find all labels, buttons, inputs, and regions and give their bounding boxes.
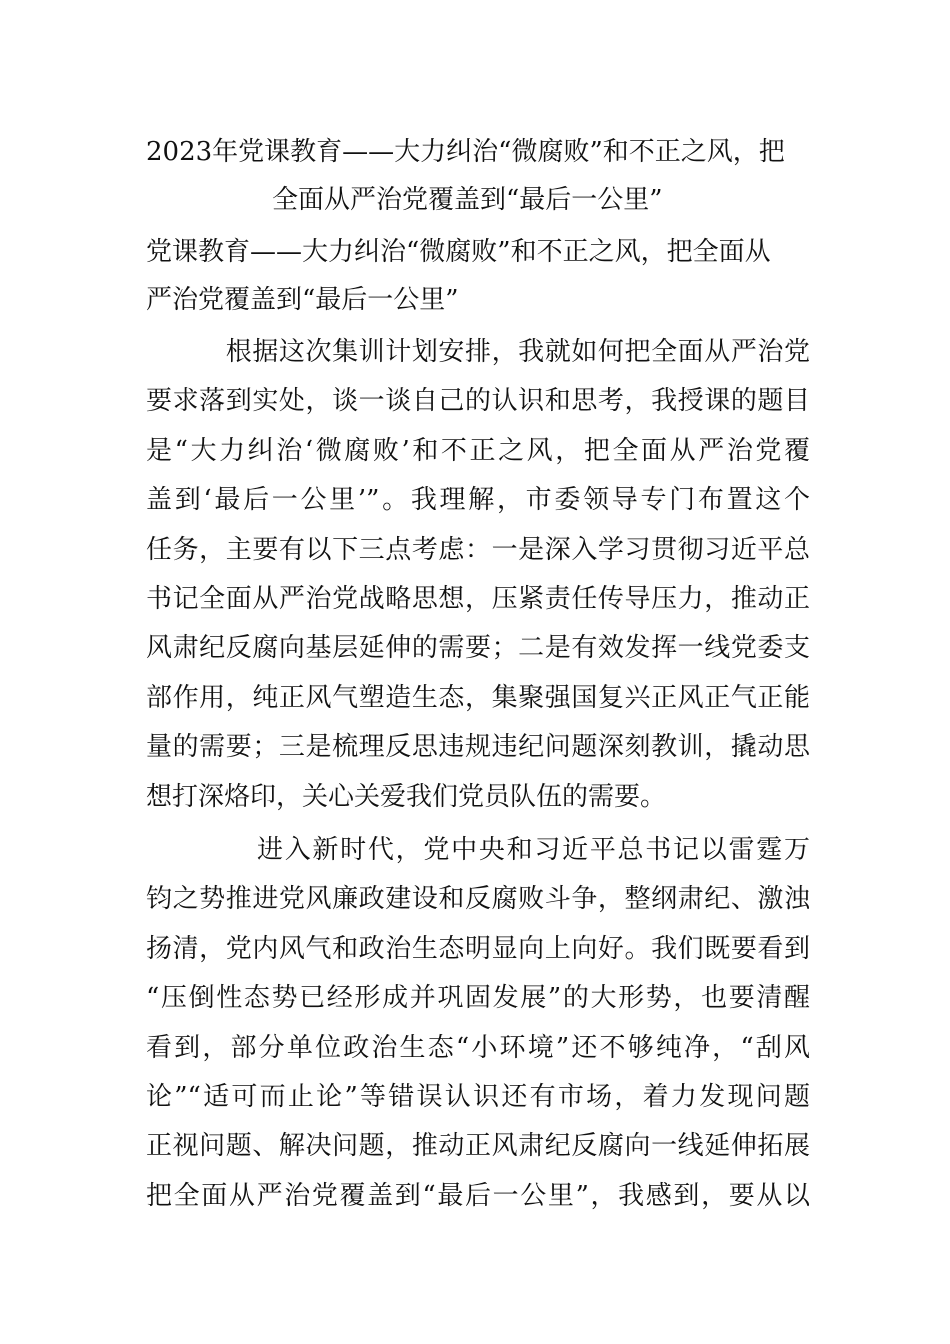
document-title-line-2: 全面从严治党覆盖到“最后一公里” bbox=[272, 185, 663, 215]
paragraph-line: 量的需要；三是梳理反思违规违纪问题深刻教训，撬动思 bbox=[146, 732, 810, 763]
paragraph-line: 盖到‘最后一公里’”。我理解，市委领导专门布置这个 bbox=[146, 485, 810, 516]
paragraph-line: 看到，部分单位政治生态“小环境”还不够纯净，“刮风 bbox=[146, 1032, 810, 1063]
body-paragraph-1 bbox=[146, 328, 810, 822]
paragraph-line: 是“大力纠治‘微腐败’和不正之风，把全面从严治党覆 bbox=[146, 435, 810, 466]
document-subtitle-line-1: 党课教育——大力纠治“微腐败”和不正之风，把全面从 bbox=[146, 237, 771, 267]
paragraph-line: 想打深烙印，关心关爱我们党员队伍的需要。 bbox=[146, 781, 667, 812]
paragraph-line: 论”“适可而止论”等错误认识还有市场，着力发现问题 bbox=[146, 1081, 810, 1112]
paragraph-line: 书记全面从严治党战略思想，压紧责任传导压力，推动正 bbox=[146, 583, 810, 614]
paragraph-line: “压倒性态势已经形成并巩固发展”的大形势，也要清醒 bbox=[146, 983, 810, 1014]
document-subtitle-line-2: 严治党覆盖到“最后一公里” bbox=[146, 285, 459, 315]
paragraph-line: 要求落到实处，谈一谈自己的认识和思考，我授课的题目 bbox=[146, 386, 810, 417]
paragraph-line: 扬清，党内风气和政治生态明显向上向好。我们既要看到 bbox=[146, 933, 810, 964]
paragraph-line: 任务，主要有以下三点考虑：一是深入学习贯彻习近平总 bbox=[146, 534, 810, 565]
paragraph-line: 进入新时代，党中央和习近平总书记以雷霆万 bbox=[146, 835, 810, 865]
paragraph-line: 把全面从严治党覆盖到“最后一公里”，我感到，要从以 bbox=[146, 1180, 810, 1211]
paragraph-line: 正视问题、解决问题，推动正风肃纪反腐向一线延伸拓展 bbox=[146, 1131, 810, 1162]
paragraph-line: 钧之势推进党风廉政建设和反腐败斗争，整纲肃纪、激浊 bbox=[146, 884, 810, 915]
paragraph-line: 部作用，纯正风气塑造生态，集聚强国复兴正风正气正能 bbox=[146, 682, 810, 713]
paragraph-line: 根据这次集训计划安排，我就如何把全面从严治党 bbox=[146, 337, 810, 367]
paragraph-line: 风肃纪反腐向基层延伸的需要；二是有效发挥一线党委支 bbox=[146, 633, 810, 664]
document-title-line-1: 2023年党课教育——大力纠治“微腐败”和不正之风，把 bbox=[146, 137, 785, 167]
body-paragraph-2 bbox=[146, 826, 810, 1221]
